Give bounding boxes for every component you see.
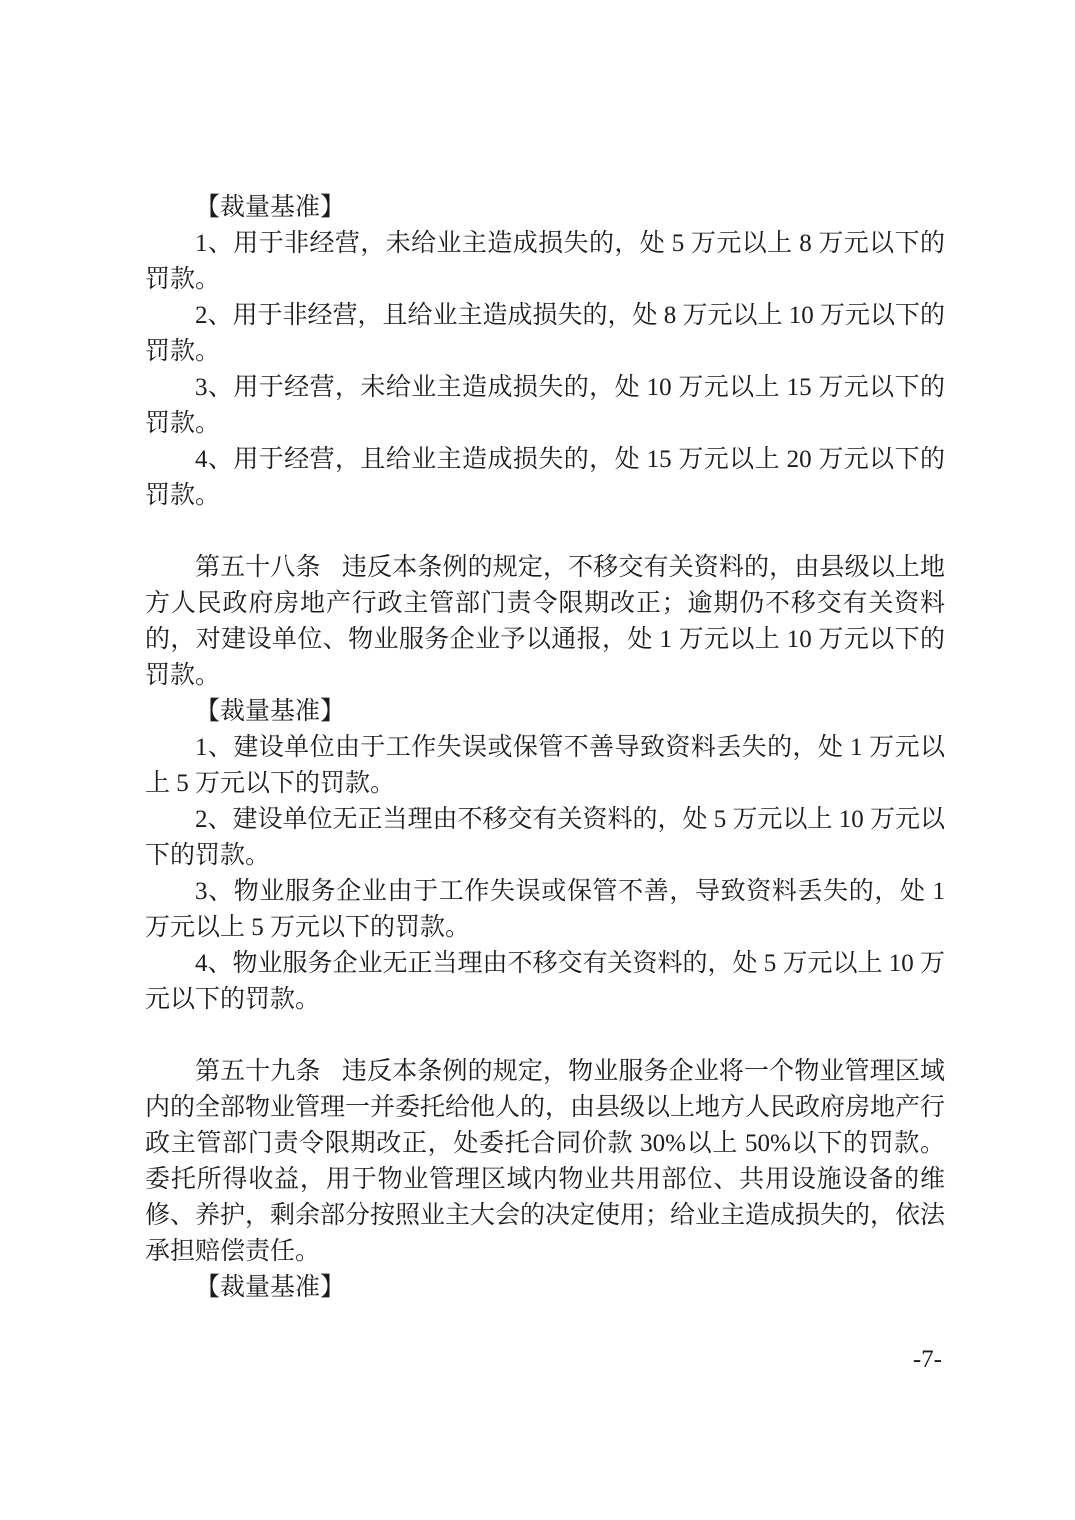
benchmark-heading: 【裁量基准】 bbox=[195, 1274, 346, 1301]
benchmark-heading: 【裁量基准】 bbox=[195, 698, 346, 725]
benchmark-item: 4、用于经营，且给业主造成损失的，处 15 万元以上 20 万元以下的罚款。 bbox=[145, 446, 945, 509]
article-59-body: 违反本条例的规定，物业服务企业将一个物业管理区域内的全部物业管理一并委托给他人的，由县级以上地方人民政府房地产行政主管部门责令限期改正，处委托合同价款 30%以上 50%以下的罚款。委托所得收益，用于物业管理区域内物业共用部位、共用设施设备的维修、养护，剩余部分按照业主大会的决定使用；给业主造成损失的，依法承担赔偿责任。 bbox=[145, 1058, 946, 1265]
benchmark-heading: 【裁量基准】 bbox=[195, 194, 346, 221]
article-58-body: 违反本条例的规定，不移交有关资料的，由县级以上地方人民政府房地产行政主管部门责令限期改正；逾期仍不移交有关资料的，对建设单位、物业服务企业予以通报，处 1 万元以上 10 万元以下的罚款。 bbox=[145, 554, 945, 689]
article-59-number: 第五十九条 bbox=[195, 1058, 321, 1085]
article-59-paragraph bbox=[145, 1054, 945, 1270]
benchmark-item: 3、物业服务企业由于工作失误或保管不善，导致资料丢失的，处 1 万元以上 5 万元以下的罚款。 bbox=[145, 878, 945, 941]
benchmark-item: 1、建设单位由于工作失误或保管不善导致资料丢失的，处 1 万元以上 5 万元以下的罚款。 bbox=[145, 734, 945, 797]
benchmark-item: 2、用于非经营，且给业主造成损失的，处 8 万元以上 10 万元以下的罚款。 bbox=[145, 302, 946, 365]
page-number: -7- bbox=[912, 1346, 942, 1373]
article-58-number: 第五十八条 bbox=[195, 554, 321, 581]
article-58-paragraph bbox=[145, 550, 945, 694]
benchmark-item: 4、物业服务企业无正当理由不移交有关资料的，处 5 万元以上 10 万元以下的罚款。 bbox=[145, 950, 946, 1013]
benchmark-item: 1、用于非经营，未给业主造成损失的，处 5 万元以上 8 万元以下的罚款。 bbox=[145, 230, 945, 293]
benchmark-item: 2、建设单位无正当理由不移交有关资料的，处 5 万元以上 10 万元以下的罚款。 bbox=[145, 806, 946, 869]
benchmark-item: 3、用于经营，未给业主造成损失的，处 10 万元以上 15 万元以下的罚款。 bbox=[145, 374, 945, 437]
